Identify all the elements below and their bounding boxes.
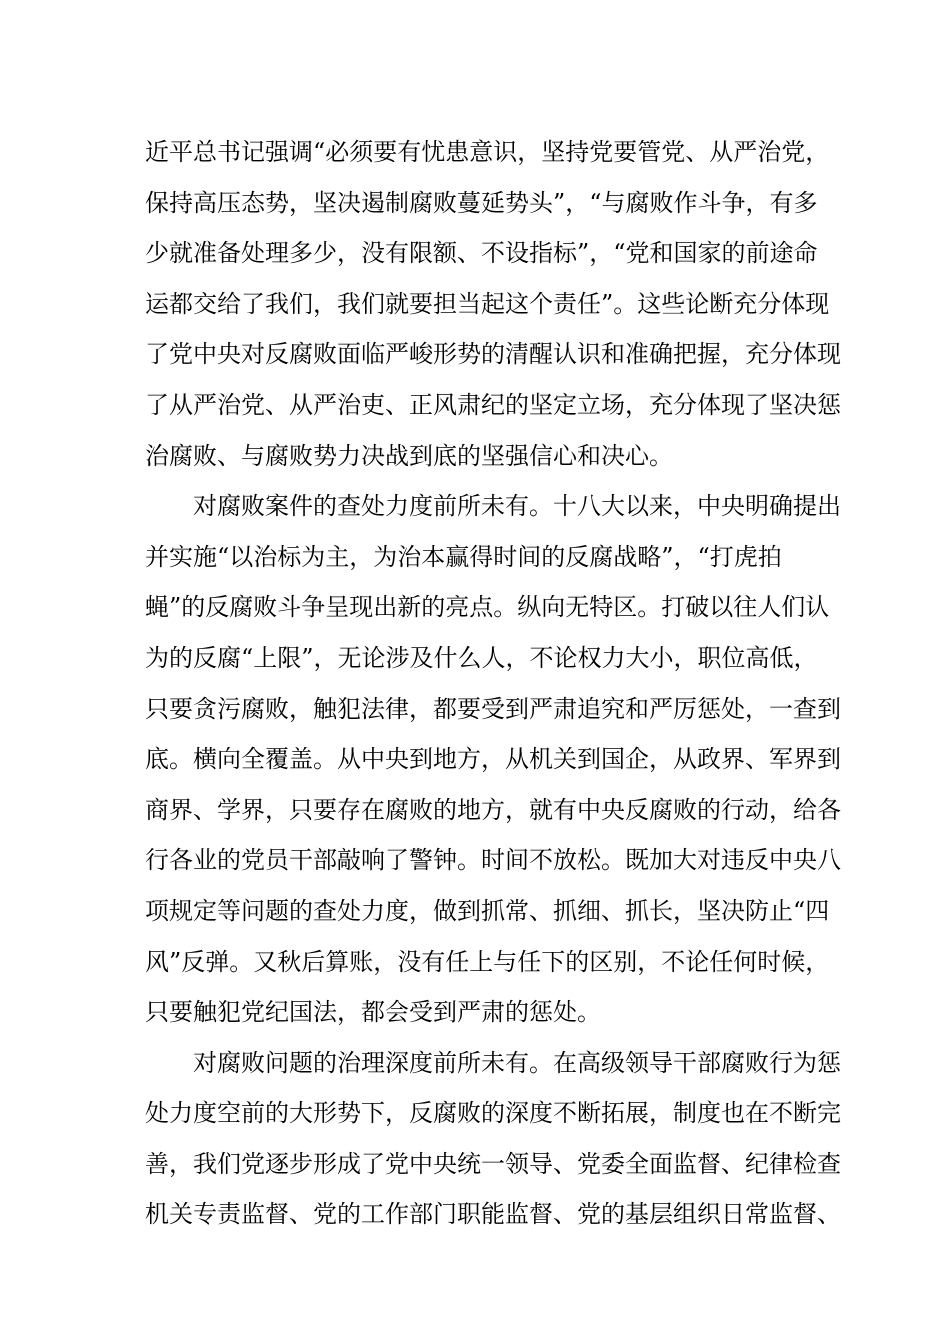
text-line: 近平总书记强调“必须要有忧患意识，坚持党要管党、从严治党， <box>145 138 830 166</box>
text-line: 处力度空前的大形势下，反腐败的深度不断拓展，制度也在不断完 <box>145 1099 841 1128</box>
document-body <box>145 127 841 1240</box>
text-line: 善，我们党逐步形成了党中央统一领导、党委全面监督、纪律检查 <box>145 1149 841 1178</box>
text-line: 了从严治党、从严治吏、正风肃纪的坚定立场，充分体现了坚决惩 <box>145 390 841 419</box>
text-line: 只要贪污腐败，触犯法律，都要受到严肃追究和严厉惩处，一查到 <box>145 694 841 723</box>
text-line: 蝇”的反腐败斗争呈现出新的亮点。纵向无特区。打破以往人们认 <box>145 593 830 622</box>
text-line: 运都交给了我们，我们就要担当起这个责任”。这些论断充分体现 <box>145 289 830 318</box>
paragraph-first-line: 对腐败问题的治理深度前所未有。在高级领导干部腐败行为惩 <box>193 1048 841 1077</box>
text-line: 并实施“以治标为主，为治本赢得时间的反腐战略”，“打虎拍 <box>145 542 782 571</box>
text-line: 项规定等问题的查处力度，做到抓常、抓细、抓长，坚决防止“四 <box>145 896 830 925</box>
text-line: 了党中央对反腐败面临严峻形势的清醒认识和准确把握，充分体现 <box>145 340 841 369</box>
text-line: 保持高压态势，坚决遏制腐败蔓延势头”，“与腐败作斗争，有多 <box>145 188 818 217</box>
text-line: 商界、学界，只要存在腐败的地方，就有中央反腐败的行动，给各 <box>145 795 841 824</box>
text-line: 为的反腐“上限”，无论涉及什么人，不论权力大小，职位高低， <box>145 643 818 672</box>
text-line: 治腐败、与腐败势力决战到底的坚强信心和决心。 <box>145 441 673 470</box>
text-line: 只要触犯党纪国法，都会受到严肃的惩处。 <box>145 998 601 1027</box>
text-line: 行各业的党员干部敲响了警钟。时间不放松。既加大对违反中央八 <box>145 846 841 875</box>
text-line: 机关专责监督、党的工作部门职能监督、党的基层组织日常监督、 <box>145 1200 841 1229</box>
text-line: 底。横向全覆盖。从中央到地方，从机关到国企，从政界、军界到 <box>145 745 841 774</box>
text-line: 风”反弹。又秋后算账，没有任上与任下的区别，不论任何时候， <box>145 947 830 976</box>
paragraph-first-line: 对腐败案件的查处力度前所未有。十八大以来，中央明确提出 <box>193 492 841 521</box>
text-line: 少就准备处理多少，没有限额、不设指标”，“党和国家的前途命 <box>145 239 818 268</box>
